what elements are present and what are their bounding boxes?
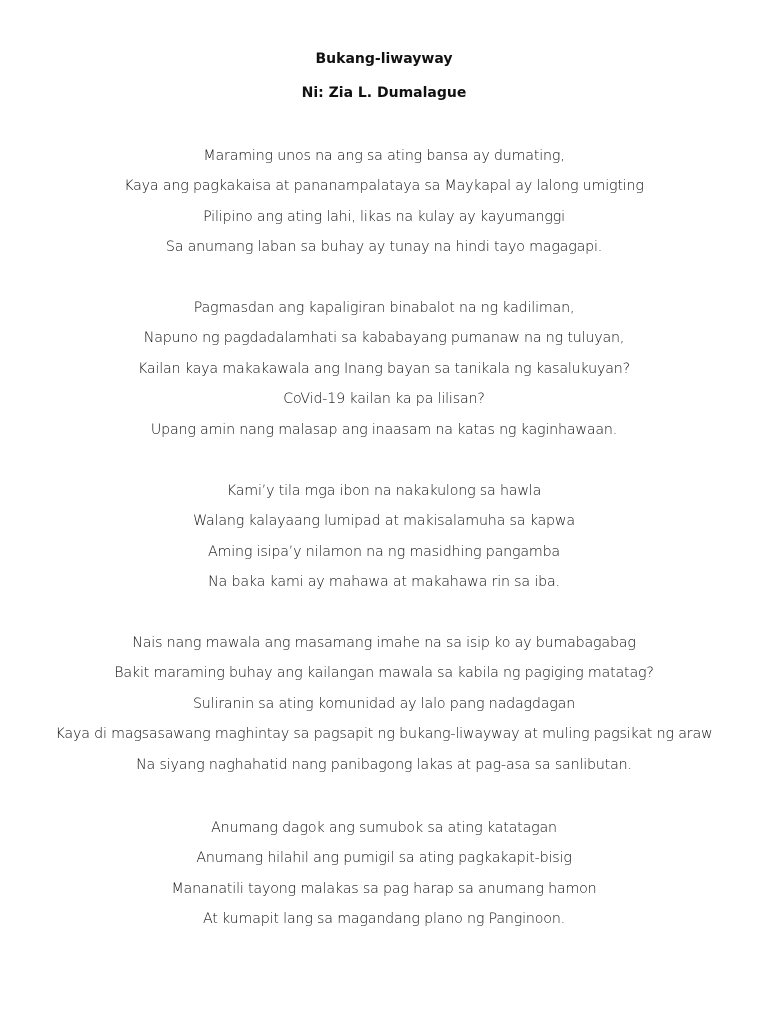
stanza-5 [0, 813, 768, 935]
poem-line: Kailan kaya makakawala ang Inang bayan sa tanikala ng kasalukuyan? [137, 360, 631, 377]
stanza-2 [0, 293, 768, 445]
poem-line: Pilipino ang ating lahi, likas na kulay ay kayumanggi [203, 208, 565, 225]
stanza-4 [0, 628, 768, 780]
poem-line: Walang kalayaang lumipad at makisalamuha sa kapwa [193, 513, 575, 530]
poem-line: Aming isipa’y nilamon na ng masidhing pangamba [208, 543, 560, 560]
poem-line: Maraming unos na ang sa ating bansa ay dumating, [203, 148, 565, 164]
poem-line: Sa anumang laban sa buhay ay tunay na hindi tayo magagapi. [165, 239, 603, 256]
poem-line: Napuno ng pagdadalamhati sa kababayang pumanaw na ng tuluyan, [143, 330, 625, 347]
poem-line: Na siyang naghahatid nang panibagong lakas at pag-asa sa sanlibutan. [136, 756, 632, 773]
stanza-3 [0, 476, 768, 598]
stanza-1 [0, 141, 768, 263]
poem-line: Upang amin nang malasap ang inaasam na katas ng kaginhawaan. [150, 421, 618, 438]
poem-line: Kaya di magsasawang maghintay sa pagsapit ng bukang-liwayway at muling pagsikat ng araw [55, 726, 713, 743]
poem-line: Bakit maraming buhay ang kailangan mawala sa kabila ng pagiging matatag? [114, 665, 654, 682]
poem-line: At kumapit lang sa magandang plano ng Panginoon. [202, 911, 566, 928]
poem-author: Ni: Zia L. Dumalague [301, 85, 467, 101]
poem-line: Mananatili tayong malakas sa pag harap sa anumang hamon [171, 880, 597, 897]
poem-line: CoVid-19 kailan ka pa lilisan? [283, 391, 485, 408]
poem-line: Suliranin sa ating komunidad ay lalo pang nadagdagan [192, 695, 576, 712]
poem-line: Anumang hilahil ang pumigil sa ating pagkakapit-bisig [196, 850, 572, 867]
poem-line: Kami’y tila mga ibon na nakakulong sa hawla [226, 483, 542, 499]
poem-title: Bukang-liwayway [315, 51, 453, 67]
poem-line: Anumang dagok ang sumubok sa ating katatagan [211, 820, 557, 836]
poem-line: Nais nang mawala ang masamang imahe na sa isip ko ay bumabagabag [132, 635, 636, 651]
poem-line: Na baka kami ay mahawa at makahawa rin sa iba. [208, 574, 560, 591]
poem-line: Pagmasdan ang kapaligiran binabalot na ng kadiliman, [193, 300, 575, 316]
poem-line: Kaya ang pagkakaisa at pananampalataya sa Maykapal ay lalong umigting [124, 178, 644, 195]
